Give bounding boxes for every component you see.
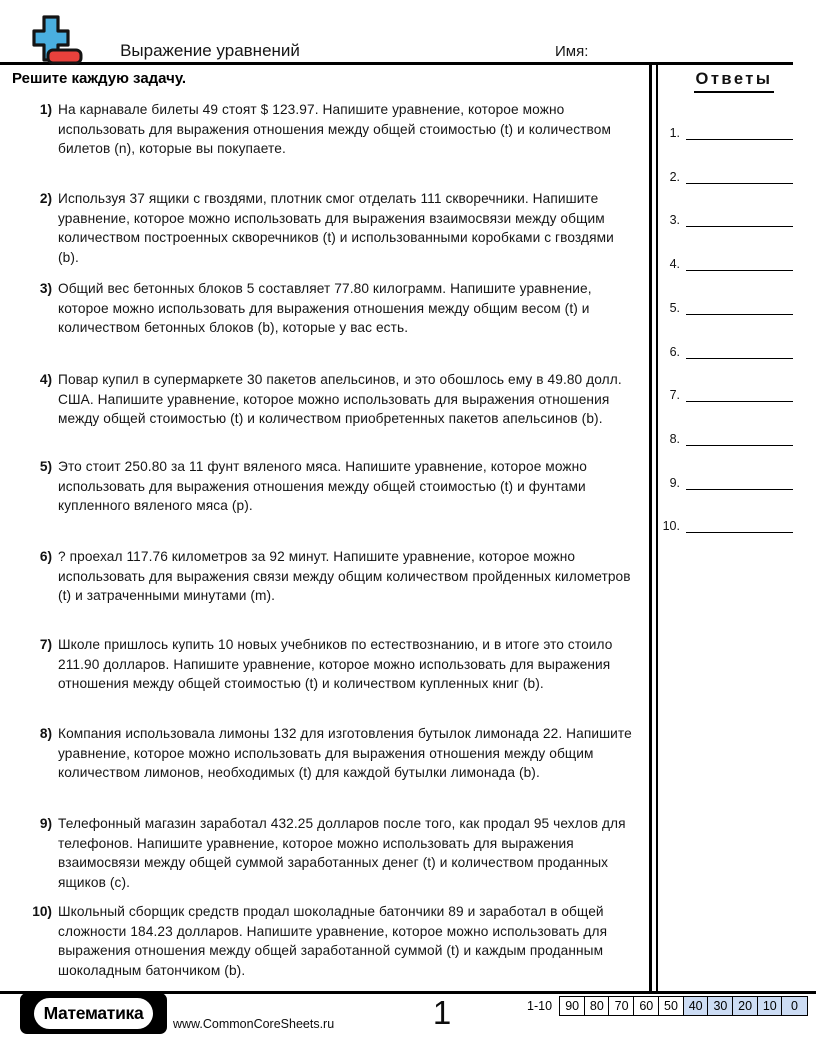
brand-label: Математика: [43, 1003, 144, 1023]
answers-heading: Ответы: [664, 70, 804, 93]
problem-row: [30, 814, 640, 892]
problem-number: 7): [39, 637, 52, 652]
answer-row: [652, 428, 793, 446]
problem-text: Это стоит 250.80 за 11 фунт вяленого мяса. Напишите уравнение, которое можно использовать для выражения отношения между общей стоимостью (t) и фунтами купленного вяленого мяса (p).: [58, 459, 588, 514]
problem-text: Школе пришлось купить 10 новых учебников по естествознанию, и в итоге это стоило 211.90 долларов. Напишите уравнение, которое можно использовать для выражения отношения между общей стоимостью (t) и количеством купленных книг (b).: [58, 637, 613, 692]
page-number: 1: [432, 994, 452, 1031]
problem-row: [30, 370, 640, 429]
page-title: Выражение уравнений: [120, 41, 300, 60]
answer-row: [652, 341, 793, 359]
problem-row: [30, 547, 640, 606]
answer-row: [652, 297, 793, 315]
problem-number: 4): [39, 372, 52, 387]
problem-number: 8): [39, 726, 52, 741]
answer-blank[interactable]: [686, 168, 793, 184]
answer-blank[interactable]: [686, 255, 793, 271]
score-range-label: 1-10: [527, 998, 553, 1013]
answer-row: [652, 472, 793, 490]
problem-row: [30, 635, 640, 694]
score-cells: [559, 996, 808, 1016]
answer-blank[interactable]: [686, 124, 793, 140]
answer-number: 6.: [669, 344, 680, 359]
problem-number: 3): [39, 281, 52, 296]
score-cell: 60: [633, 996, 659, 1016]
problem-text: На карнавале билеты 49 стоят $ 123.97. Напишите уравнение, которое можно использовать для выражения отношения между общей стоимостью (t) и количеством билетов (n), которые вы покупаете.: [58, 102, 611, 157]
problem-number: 2): [39, 191, 52, 206]
answer-number: 7.: [669, 388, 680, 403]
answer-row: [652, 515, 793, 533]
answer-blank[interactable]: [686, 211, 793, 227]
brand-pill: [34, 998, 154, 1029]
name-label: Имя:: [555, 43, 589, 60]
problem-row: [30, 724, 640, 783]
problem-row: [30, 457, 640, 516]
problem-text: Школьный сборщик средств продал шоколадные батончики 89 и заработал в общей сложности 184.23 долларов. Напишите уравнение, которое можно использовать для выражения отношения между общей заработанной суммой (t) и каждым проданным шоколадным батончиком (b).: [58, 904, 608, 978]
problem-row: [30, 902, 640, 980]
header-rule: [0, 62, 793, 65]
instructions-text: Решите каждую задачу.: [12, 70, 187, 87]
answer-blank[interactable]: [686, 474, 793, 490]
problem-row: [30, 189, 640, 267]
score-strip: [527, 996, 808, 1016]
problem-text: Используя 37 ящики с гвоздями, плотник смог отделать 111 скворечники. Напишите уравнение, которое можно использовать для выражения взаимосвязи между общим количеством построенных скворечников (t) и использованными коробками с гвоздями (b).: [58, 191, 614, 265]
answer-number: 9.: [669, 475, 680, 490]
score-cell: 30: [707, 996, 733, 1016]
score-cell: 20: [732, 996, 758, 1016]
problem-number: 9): [39, 816, 52, 831]
problem-text: Повар купил в супермаркете 30 пакетов апельсинов, и это обошлось ему в 49.80 долл. США. Напишите уравнение, которое можно использовать для выражения отношения между общей стоимостью (t) и количеством приобретенных пакетов апельсинов (b).: [58, 372, 622, 427]
brand-badge: [20, 993, 167, 1034]
problem-number: 1): [39, 102, 52, 117]
score-cell: 50: [658, 996, 684, 1016]
answer-blank[interactable]: [686, 430, 793, 446]
answer-blank[interactable]: [686, 517, 793, 533]
answer-number: 5.: [669, 300, 680, 315]
score-cell: 70: [608, 996, 634, 1016]
score-cell: 0: [781, 996, 807, 1016]
problem-row: [30, 279, 640, 338]
answer-row: [652, 209, 793, 227]
problem-text: Общий вес бетонных блоков 5 составляет 77.80 килограмм. Напишите уравнение, которое можно использовать для выражения отношения между общим весом (t) и количеством бетонных блоков (b), которые у вас есть.: [58, 281, 592, 336]
answer-row: [652, 384, 793, 402]
answer-row: [652, 166, 793, 184]
answer-blank[interactable]: [686, 386, 793, 402]
answer-number: 2.: [669, 169, 680, 184]
answer-blank[interactable]: [686, 343, 793, 359]
score-cell: 90: [559, 996, 585, 1016]
problem-text: Телефонный магазин заработал 432.25 долларов после того, как продал 95 чехлов для телефонов. Напишите уравнение, которое можно использовать для выражения взаимосвязи между общей суммой заработанных денег (t) и количеством проданных ящиков (c).: [58, 816, 626, 890]
answer-number: 10.: [662, 519, 680, 534]
answer-row: [652, 122, 793, 140]
problem-text: Компания использовала лимоны 132 для изготовления бутылок лимонада 22. Напишите уравнение, которое можно использовать для выражения отношения между общим количеством лимонов, необходимых (t) для каждой бутылки лимонада (b).: [58, 726, 632, 781]
answer-row: [652, 253, 793, 271]
problem-number: 5): [39, 459, 52, 474]
plus-minus-logo-icon: [31, 14, 83, 66]
problem-number: 10): [32, 904, 52, 919]
score-cell: 10: [757, 996, 783, 1016]
score-cell: 40: [683, 996, 709, 1016]
minus-icon: [48, 50, 81, 63]
score-cell: 80: [584, 996, 610, 1016]
problem-text: ? проехал 117.76 километров за 92 минут. Напишите уравнение, которое можно использовать для выражения связи между общим количеством пройденных километров (t) и затраченными минутами (m).: [58, 549, 631, 604]
answer-blank[interactable]: [686, 299, 793, 315]
problem-row: [30, 100, 640, 159]
answer-number: 8.: [669, 431, 680, 446]
answer-number: 1.: [669, 126, 680, 140]
answer-number: 4.: [669, 257, 680, 272]
answer-number: 3.: [669, 213, 680, 228]
problem-number: 6): [39, 549, 52, 564]
website-url: www.CommonCoreSheets.ru: [173, 1017, 335, 1031]
